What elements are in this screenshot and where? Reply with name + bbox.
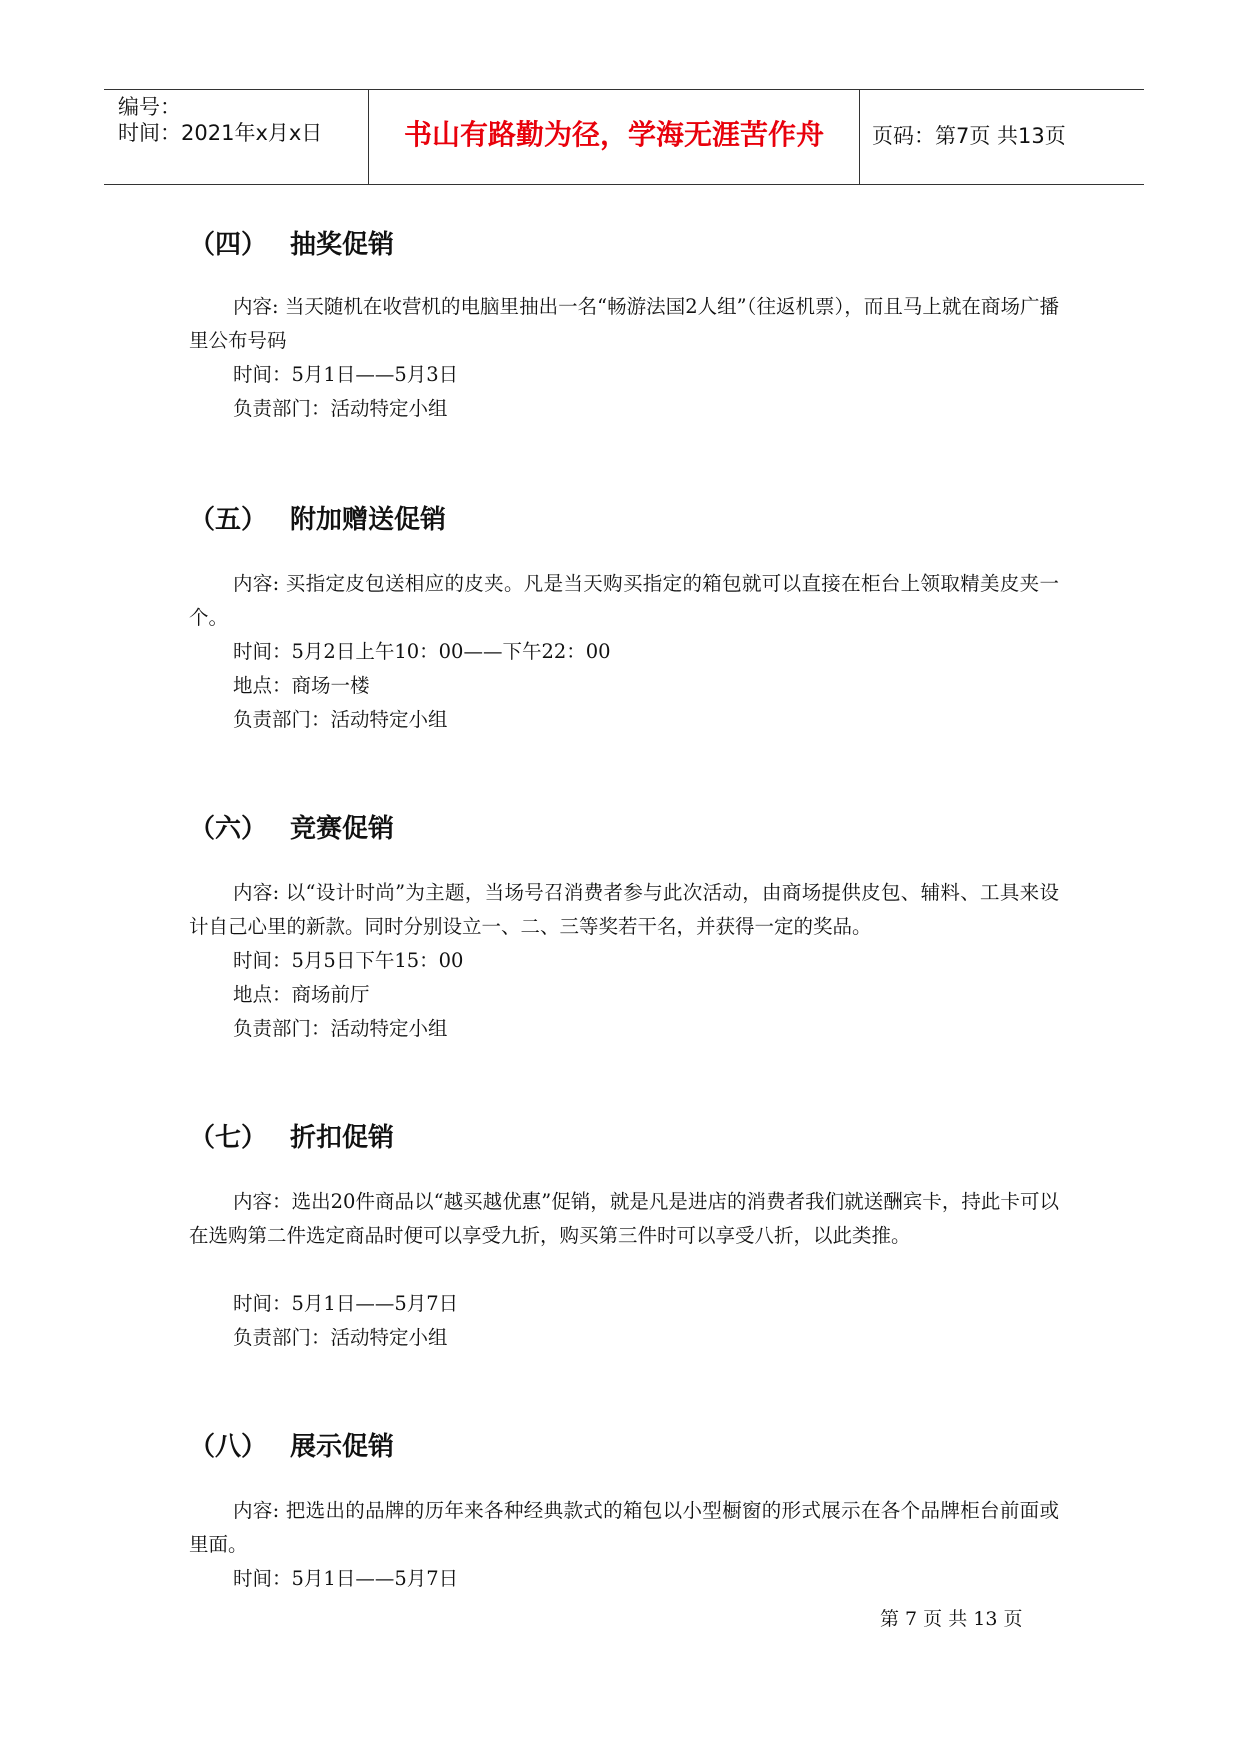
section-department: 负责部门：活动特定小组	[233, 1017, 448, 1040]
section-content: 内容: 以“设计时尚”为主题，当场号召消费者参与此次活动，由商场提供皮包、辅料、工具来设计自己心里的新款。同时分别设立一、二、三等奖若干名，并获得一定的奖品。	[189, 881, 1059, 938]
page-code: 页码：第7页 共13页	[872, 124, 1066, 148]
section-location: 地点：商场一楼	[233, 674, 370, 697]
section-number: （五）	[189, 505, 268, 535]
section-department: 负责部门：活动特定小组	[233, 397, 448, 420]
section-number: （四）	[189, 230, 268, 260]
section-number: （八）	[189, 1432, 268, 1462]
section-time: 时间：5月2日上午10：00——下午22：00	[233, 640, 611, 663]
section-title: 抽奖促销	[290, 230, 395, 260]
page-header	[104, 89, 1144, 185]
section-time: 时间：5月1日——5月7日	[233, 1567, 459, 1590]
section-time: 时间：5月1日——5月3日	[233, 363, 459, 386]
section-title: 附加赠送促销	[290, 505, 447, 535]
section-title: 展示促销	[290, 1432, 395, 1462]
header-page-cell	[860, 90, 1144, 184]
section-content: 内容: 把选出的品牌的历年来各种经典款式的箱包以小型橱窗的形式展示在各个品牌柜台前面或里面。	[189, 1499, 1059, 1556]
section-content: 内容：选出20件商品以“越买越优惠”促销，就是凡是进店的消费者我们就送酬宾卡，持此卡可以在选购第二件选定商品时便可以享受九折，购买第三件时可以享受八折，以此类推。	[189, 1190, 1059, 1247]
section-department: 负责部门：活动特定小组	[233, 708, 448, 731]
section-heading	[189, 228, 394, 262]
section-heading	[189, 1121, 394, 1155]
time-label: 时间：2021年x月x日	[118, 121, 323, 145]
section-heading	[189, 812, 394, 846]
section-content: 内容: 买指定皮包送相应的皮夹。凡是当天购买指定的箱包就可以直接在柜台上领取精美皮夹一个。	[189, 572, 1059, 629]
section-time: 时间：5月5日下午15：00	[233, 949, 464, 972]
section-heading	[189, 1430, 394, 1464]
section-time: 时间：5月1日——5月7日	[233, 1292, 459, 1315]
page-footer: 第 7 页 共 13 页	[880, 1608, 1023, 1630]
section-number: （六）	[189, 814, 268, 844]
header-info-cell	[104, 90, 368, 184]
motto: 书山有路勤为径，学海无涯苦作舟	[403, 118, 824, 151]
section-content: 内容: 当天随机在收营机的电脑里抽出一名“畅游法国2人组”（往返机票），而且马上就在商场广播里公布号码	[189, 295, 1059, 352]
serial-label: 编号：	[118, 95, 181, 119]
section-location: 地点：商场前厅	[233, 983, 370, 1006]
section-number: （七）	[189, 1123, 268, 1153]
header-motto-cell	[368, 90, 860, 184]
section-title: 折扣促销	[290, 1123, 395, 1153]
section-heading	[189, 503, 446, 537]
section-department: 负责部门：活动特定小组	[233, 1326, 448, 1349]
section-title: 竞赛促销	[290, 814, 395, 844]
